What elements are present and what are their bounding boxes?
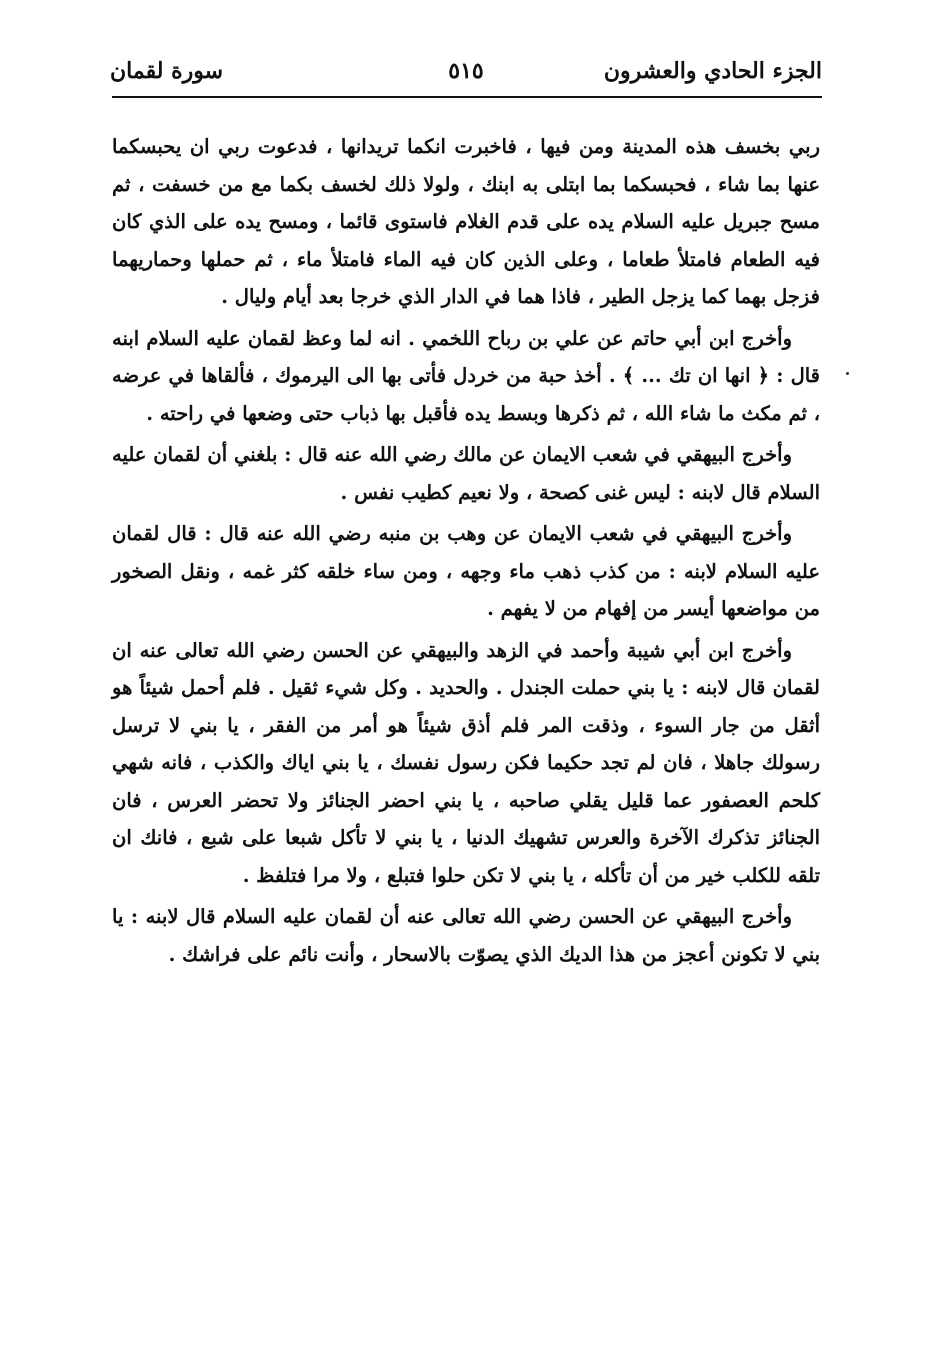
part-title: الجزء الحادي والعشرون (603, 58, 822, 84)
page-header (110, 52, 822, 96)
paragraph: وأخرج ابن أبي شيبة وأحمد في الزهد والبيهقي عن الحسن رضي الله تعالى عنه ان لقمان قال لابنه : يا بني حملت الجندل . والحديد . وكل شيء ثقيل . فلم أحمل شيئاً هو أثقل من جار السوء ، وذقت المر فلم أذق شيئاً هو أمر من الفقر ، يا بني لا ترسل رسولك جاهلا ، فان لم تجد حكيما فكن رسول نفسك ، يا بني اياك والكذب ، فانه شهي كلحم العصفور عما قليل يقلي صاحبه ، يا بني احضر الجنائز ولا تحضر العرس ، فان الجنائز تذكرك الآخرة والعرس تشهيك الدنيا ، يا بني لا تأكل شبعا على شبع ، فانك ان تلقه للكلب خير من أن تأكله ، يا بني لا تكن حلوا فتبلع ، ولا مرا فتلفظ . (112, 638, 820, 887)
scan-speck (846, 372, 849, 375)
header-rule (112, 96, 822, 98)
surah-title: سورة لقمان (110, 58, 224, 84)
paragraph: وأخرج البيهقي في شعب الايمان عن مالك رضي الله عنه قال : بلغني أن لقمان عليه السلام قال لابنه : ليس غنى كصحة ، ولا نعيم كطيب نفس . (112, 443, 820, 504)
page-number: ٥١٥ (448, 58, 484, 84)
paragraph: ربي بخسف هذه المدينة ومن فيها ، فاخبرت انكما تريدانها ، فدعوت ربي ان يحبسكما عنها بما شاء ، فحبسكما بما ابتلى به ابنك ، ولولا ذلك لخسف بكما مع من خسفت ، ثم مسح جبريل عليه السلام يده على قدم الغلام فاستوى قائما ، ومسح يده على الذي كان فيه الطعام فامتلأ طعاما ، وعلى الذين كان فيه الماء فامتلأ ماء ، ثم حملها وحماريهما فزجل بهما كما يزجل الطير ، فاذا هما في الدار الذي خرجا بعد أيام وليال . (112, 135, 820, 308)
paragraph: وأخرج البيهقي عن الحسن رضي الله تعالى عنه أن لقمان عليه السلام قال لابنه : يا بني لا تكونن أعجز من هذا الديك الذي يصوّت بالاسحار ، وأنت نائم على فراشك . (112, 905, 820, 966)
page-body (112, 128, 820, 977)
paragraph: وأخرج ابن أبي حاتم عن علي بن رباح اللخمي . انه لما وعظ لقمان عليه السلام ابنه قال : ﴿ انها ان تك ... ﴾ . أخذ حبة من خردل فأتى بها الى اليرموك ، فألقاها في عرضه ، ثم مكث ما شاء الله ، ثم ذكرها وبسط يده فأقبل بها ذباب حتى وضعها في راحته . (112, 326, 820, 425)
paragraph: وأخرج البيهقي في شعب الايمان عن وهب بن منبه رضي الله عنه قال : قال لقمان عليه السلام لابنه : من كذب ذهب ماء وجهه ، ومن ساء خلقه كثر غمه ، ونقل الصخور من مواضعها أيسر من إفهام من لا يفهم . (112, 522, 820, 620)
